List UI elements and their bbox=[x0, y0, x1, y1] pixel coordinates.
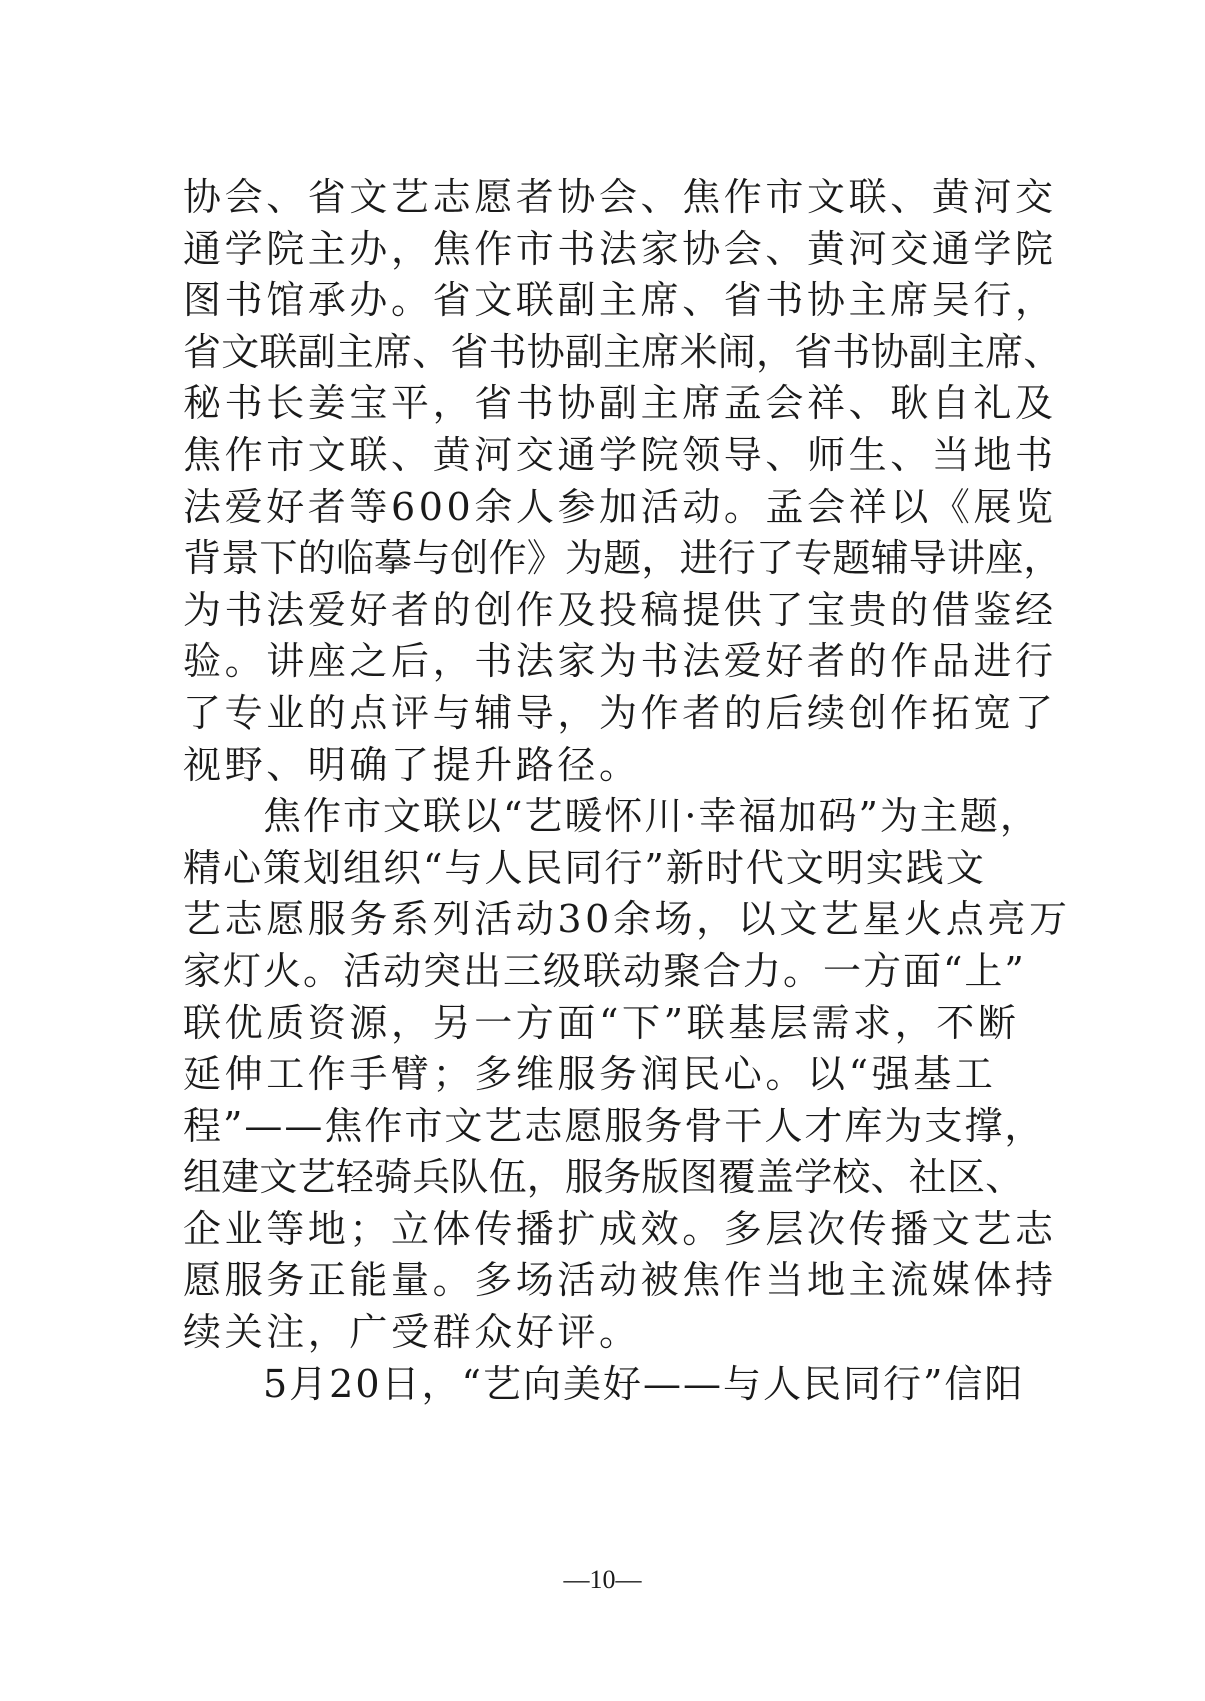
text-line: 了专业的点评与辅导，为作者的后续创作拓宽了 bbox=[183, 690, 1057, 735]
text-line: 家灯火。活动突出三级联动聚合力。一方面“上” bbox=[183, 948, 1026, 993]
text-line: 视野、明确了提升路径。 bbox=[183, 742, 641, 787]
text-line: 程”——焦作市文艺志愿服务骨干人才库为支撑， bbox=[183, 1103, 1045, 1148]
text-line: 续关注，广受群众好评。 bbox=[183, 1310, 641, 1355]
text-line: 为书法爱好者的创作及投稿提供了宝贵的借鉴经 bbox=[183, 587, 1057, 632]
text-line: 协会、省文艺志愿者协会、焦作市文联、黄河交 bbox=[183, 175, 1057, 219]
text-line: 法爱好者等600余人参加活动。孟会祥以《展览 bbox=[183, 484, 1057, 529]
text-line: 5月20日，“艺向美好——与人民同行”信阳 bbox=[263, 1361, 1025, 1406]
text-line: 愿服务正能量。多场活动被焦作当地主流媒体持 bbox=[183, 1258, 1057, 1303]
text-line: 焦作市文联、黄河交通学院领导、师生、当地书 bbox=[183, 432, 1057, 477]
text-line: 联优质资源，另一方面“下”联基层需求，不断 bbox=[183, 1000, 1020, 1045]
page-number: —10— bbox=[563, 1565, 642, 1594]
text-line: 艺志愿服务系列活动30余场，以文艺星火点亮万 bbox=[183, 897, 1071, 942]
text-line: 图书馆承办。省文联副主席、省书协主席吴行， bbox=[183, 278, 1057, 323]
text-line: 延伸工作手臂；多维服务润民心。以“强基工 bbox=[183, 1052, 997, 1097]
text-line: 秘书长姜宝平，省书协副主席孟会祥、耿自礼及 bbox=[183, 381, 1057, 426]
text-line: 背景下的临摹与创作》为题，进行了专题辅导讲座， bbox=[183, 536, 1062, 581]
text-line: 焦作市文联以“艺暖怀川·幸福加码”为主题， bbox=[263, 794, 1040, 839]
text-line: 验。讲座之后，书法家为书法爱好者的作品进行 bbox=[183, 639, 1057, 684]
body-text bbox=[183, 172, 1071, 1410]
text-line: 组建文艺轻骑兵队伍，服务版图覆盖学校、社区、 bbox=[183, 1155, 1024, 1200]
text-line: 精心策划组织“与人民同行”新时代文明实践文 bbox=[183, 845, 986, 890]
text-line: 企业等地；立体传播扩成效。多层次传播文艺志 bbox=[183, 1206, 1057, 1251]
text-line: 省文联副主席、省书协副主席米闹，省书协副主席、 bbox=[183, 329, 1062, 374]
text-line: 通学院主办，焦作市书法家协会、黄河交通学院 bbox=[183, 226, 1057, 271]
